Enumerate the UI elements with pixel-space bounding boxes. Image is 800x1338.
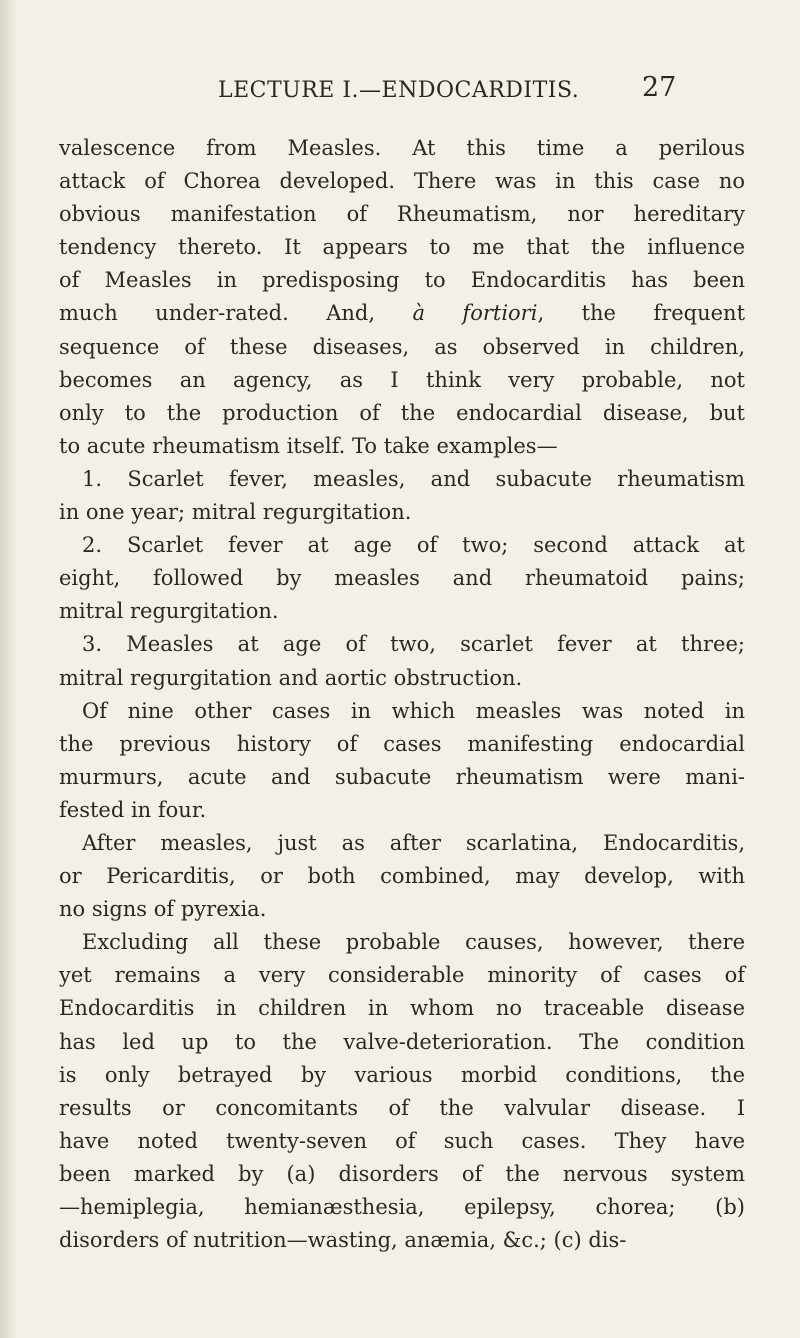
running-head-title: LECTURE I.—ENDOCARDITIS. bbox=[218, 78, 580, 103]
text-line: fested in four. bbox=[59, 797, 207, 822]
text-line: been marked by (a) disorders of the nervous system bbox=[59, 1161, 745, 1186]
text-line: no signs of pyrexia. bbox=[59, 897, 267, 922]
text-line: results or concomitants of the valvular disease. I bbox=[59, 1095, 745, 1120]
text-line: has led up to the valve-deterioration. The condition bbox=[59, 1029, 745, 1054]
text-line: yet remains a very considerable minority of cases of bbox=[59, 963, 745, 988]
text-line: murmurs, acute and subacute rheumatism were mani- bbox=[59, 764, 745, 789]
text-line: only to the production of the endocardial disease, but bbox=[59, 400, 745, 425]
text-line: becomes an agency, as I think very probable, not bbox=[59, 367, 745, 392]
page-number: 27 bbox=[642, 72, 677, 103]
text-line: mitral regurgitation. bbox=[59, 599, 279, 624]
text-line: the previous history of cases manifesting endocardial bbox=[59, 731, 745, 756]
text-line: have noted twenty-seven of such cases. They have bbox=[59, 1128, 745, 1153]
text-line: 1. Scarlet fever, measles, and subacute rheumatism bbox=[82, 466, 745, 491]
text-line: disorders of nutrition—wasting, anæmia, &c.; (c) dis- bbox=[59, 1228, 627, 1253]
text-line: Excluding all these probable causes, however, there bbox=[82, 930, 745, 955]
text-line: sequence of these diseases, as observed in children, bbox=[59, 334, 745, 359]
text-line: Of nine other cases in which measles was noted in bbox=[82, 698, 745, 723]
text-line: attack of Chorea developed. There was in this case no bbox=[59, 169, 745, 194]
text-line: is only betrayed by various morbid conditions, the bbox=[59, 1062, 745, 1087]
text-line: obvious manifestation of Rheumatism, nor hereditary bbox=[59, 202, 745, 227]
text-line: or Pericarditis, or both combined, may develop, with bbox=[59, 864, 745, 889]
body-text bbox=[59, 132, 745, 1257]
page-gutter-shadow bbox=[0, 0, 18, 1338]
italic-phrase: à fortiori bbox=[412, 301, 538, 326]
text-line: mitral regurgitation and aortic obstruction. bbox=[59, 665, 523, 690]
text-line: of Measles in predisposing to Endocarditis has been bbox=[59, 268, 745, 293]
text-line: much under-rated. And, à fortiori, the frequent bbox=[59, 301, 746, 326]
text-line: in one year; mitral regurgitation. bbox=[59, 500, 412, 525]
text-line: —hemiplegia, hemianæsthesia, epilepsy, chorea; (b) bbox=[59, 1195, 745, 1219]
text-line: eight, followed by measles and rheumatoid pains; bbox=[59, 566, 745, 591]
text-line: After measles, just as after scarlatina, Endocarditis, bbox=[82, 830, 745, 855]
text-line: Endocarditis in children in whom no traceable disease bbox=[59, 996, 745, 1021]
text-line: valescence from Measles. At this time a perilous bbox=[59, 136, 745, 160]
text-line: 2. Scarlet fever at age of two; second attack at bbox=[82, 533, 745, 558]
text-line: tendency thereto. It appears to me that the influence bbox=[59, 235, 745, 260]
text-line: 3. Measles at age of two, scarlet fever at three; bbox=[82, 632, 745, 657]
running-head bbox=[0, 72, 800, 112]
text-line: to acute rheumatism itself. To take examples— bbox=[59, 433, 558, 458]
